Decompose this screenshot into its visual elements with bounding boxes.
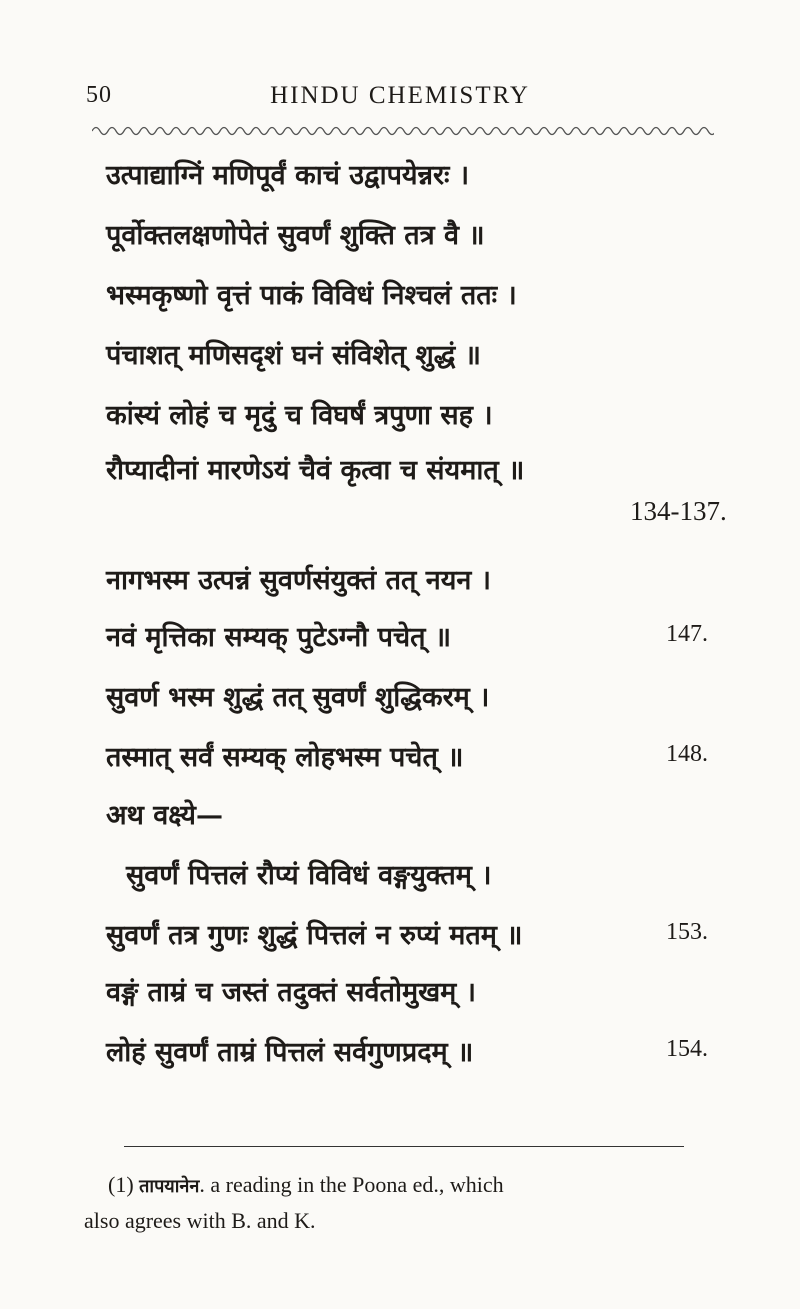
footnote-text: . a reading in the Poona ed., which xyxy=(199,1172,504,1197)
verse-range-number: 134-137. xyxy=(630,496,727,526)
wavy-rule-ornament xyxy=(92,122,714,140)
verse-number: 153. xyxy=(666,919,708,945)
verse-text: तस्मात् सर्वं सम्यक् लोहभस्म पचेत् ॥ xyxy=(106,742,464,773)
verse-text: भस्मकृष्णो वृत्तं पाकं विविधं निश्चलं ततः । xyxy=(106,280,517,311)
verse-text: नवं मृत्तिका सम्यक् पुटेऽग्नौ पचेत् ॥ xyxy=(106,622,452,653)
verse-text: अथ वक्ष्ये— xyxy=(106,800,223,831)
verse-text: नागभस्म उत्पन्नं सुवर्णसंयुक्तं तत् नयन । xyxy=(106,565,492,596)
verse-text: वङ्गं ताम्रं च जस्तं तदुक्तं सर्वतोमुखम् । xyxy=(106,977,476,1008)
footnote-line xyxy=(84,1208,316,1234)
verse-text: कांस्यं लोहं च मृदुं च विघर्षं त्रपुणा सह । xyxy=(106,400,493,431)
verse-number: 147. xyxy=(666,621,708,647)
verse-text: पूर्वोक्तलक्षणोपेतं सुवर्णं शुक्ति तत्र वै ॥ xyxy=(106,220,485,251)
running-title: HINDU CHEMISTRY xyxy=(270,82,530,109)
footnote-line xyxy=(108,1172,504,1198)
verse-text: सुवर्णं तत्र गुणः शुद्धं पित्तलं न रुप्यं मतम् ॥ xyxy=(106,920,523,951)
verse-text: रौप्यादीनां मारणेऽयं चैवं कृत्वा च संयमात् ॥ xyxy=(106,455,525,486)
verse-text: सुवर्णं पित्तलं रौप्यं विविधं वङ्गयुक्तम् । xyxy=(126,860,492,891)
page-header xyxy=(0,78,800,118)
footnote-text: also agrees with B. and K. xyxy=(84,1208,316,1233)
verse-text: लोहं सुवर्णं ताम्रं पित्तलं सर्वगुणप्रदम् ॥ xyxy=(106,1037,474,1068)
footnote-variant-reading: तापयानेन xyxy=(139,1176,200,1197)
page-number: 50 xyxy=(86,82,112,108)
verse-number: 148. xyxy=(666,741,708,767)
footnote-marker: (1) xyxy=(108,1172,134,1197)
verse-text: सुवर्ण भस्म शुद्धं तत् सुवर्णं शुद्धिकरम् । xyxy=(106,682,490,713)
verse-text: पंचाशत् मणिसदृशं घनं संविशेत् शुद्धं ॥ xyxy=(106,340,481,371)
verse-text: उत्पाद्याग्निं मणिपूर्वं काचं उद्वापयेन्नरः । xyxy=(106,160,470,191)
verse-number: 154. xyxy=(666,1036,708,1062)
footnote-rule xyxy=(124,1146,684,1147)
